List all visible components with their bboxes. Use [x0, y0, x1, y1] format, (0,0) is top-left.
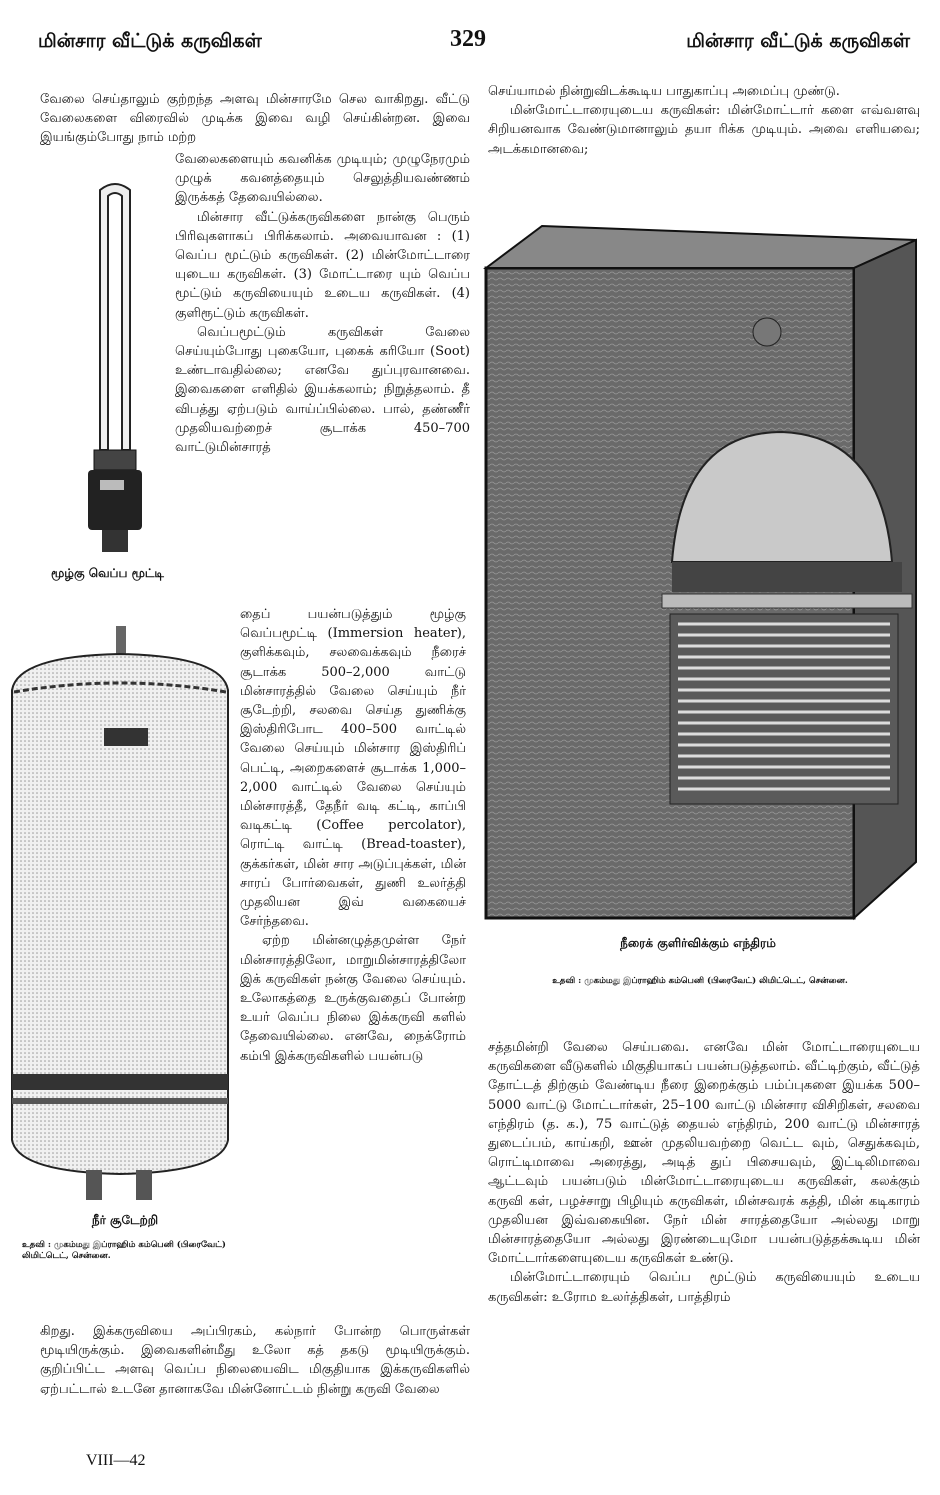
col1-p1: வேலைகளையும் கவனிக்க முடியும்; முழுநேரமும் முழுக் கவனத்தையும் செலுத்தியவண்ணம் இருக்கத் தேவையில்லை.	[175, 152, 470, 206]
water-cooler-credit: உதவி : முகம்மது இப்ராஹிம் கம்பெனி (பிரைவேட்) லிமிட்டெட், சென்னை.	[552, 976, 848, 986]
col1-intro: வேலை செய்தாலும் குற்றந்த அளவு மின்சாரமே செல வாகிறது. வீட்டு வேலைகளை விரைவில் முடிக்க இவை வழி செய்கின்றன. இவை இயங்கும்போது நாம் மற்ற	[40, 92, 470, 146]
immersion-heater-caption: மூழ்கு வெப்ப மூட்டி	[51, 566, 164, 580]
col1-p2: மின்சார வீட்டுக்கருவிகளை நான்கு பெரும் பிரிவுகளாகப் பிரிக்கலாம். அவையாவன : (1) வெப்ப மூட்டும் கருவிகள். (2) மின்மோட்டாரை யுடைய கருவிகள். (3) மோட்டாரை யும் வெப்ப மூட்டும் கருவியையும் உடைய கருவிகள். (4) குளிரூட்டும் கருவிகள்.	[175, 209, 470, 321]
col1-intro-block	[40, 90, 470, 148]
col2-top2: மின்மோட்டாரையுடைய கருவிகள்: மின்மோட்டார் களை எவ்வளவு சிறியனவாக வேண்டுமானாலும் தயா ரிக்க முடியும். அவை எளியவை; அடக்கமானவை;	[488, 103, 920, 157]
col1-narrow-block	[240, 605, 466, 1066]
water-cooler-illustration	[482, 222, 922, 922]
water-heater-caption: நீர் சூடேற்றி	[91, 1213, 159, 1227]
folio-signature: VIII—42	[86, 1452, 146, 1469]
water-heater-credit: உதவி : முகம்மது இப்ராஹிம் கம்பெனி (பிரைவேட்) லிமிட்டெட், சென்னை.	[22, 1240, 226, 1261]
running-header-left: மின்சார வீட்டுக் கருவிகள்	[38, 30, 262, 52]
col2-bottom2: மின்மோட்டாரையும் வெப்ப மூட்டும் கருவியையும் உடைய கருவிகள்: உரோம உலர்த்திகள், பாத்திரம்	[488, 1270, 920, 1305]
col2-bottom-block	[488, 1038, 920, 1307]
cooler-grille	[670, 614, 898, 804]
col1-bottom-block	[40, 1322, 470, 1399]
col1-mid-block	[175, 150, 470, 457]
col2-top1: செய்யாமல் நின்றுவிடக்கூடிய பாதுகாப்பு அமைப்பு முண்டு.	[488, 84, 840, 99]
page-number: 329	[450, 26, 486, 52]
col1-p6: கிறது. இக்கருவியை அப்பிரகம், கல்நார் போன்ற பொருள்கள் மூடியிருக்கும். இவைகளின்மீது உலோ கத் தகடு மூடியிருக்கும். குறிப்பிட்ட அளவு வெப்ப நிலையைவிட மிகுதியாக இக்கருவிகளில் ஏற்பட்டால் உடனே தானாகவே மின்னோட்டம் நின்று கருவி வேலை	[40, 1324, 470, 1397]
water-cooler-caption: நீரைக் குளிர்விக்கும் எந்திரம்	[620, 936, 776, 950]
col2-bottom1: சத்தமின்றி வேலை செய்பவை. எனவே மின் மோட்டாரையுடைய கருவிகளை வீடுகளில் மிகுதியாகப் பயன்படுத்தலாம். வீட்டிற்கும், வீட்டுத் தோட்டத் திற்கும் வேண்டிய நீரை இறைக்கும் பம்ப்புகளை இயக்க 500–5000 வாட்டு மோட்டார்கள், 25–100 வாட்டு மின்சார விசிறிகள், சலவை எந்திரம் (த. க.), 75 வாட்டுத் தையல் எந்திரம், 200 வாட்டு மின்சாரத் துடைப்பம், காய்கறி, ஊன் முதலியவற்றை வெட்ட வும், செதுக்கவும், ரொட்டிமாவை அரைத்து, அடித் துப் பிசையவும், இட்டிலிமாவை ஆட்டவும் பயன்படும் மின்மோட்டாரையுடைய கருவிகள், கலக்கும் கருவி கள், பழச்சாறு பிழியும் கருவிகள், மின்சவரக் கத்தி, மின் கடிகாரம் முதலியன இவ்வகையின. நேர் மின் சாரத்தையோ அல்லது மாறு மின்சாரத்தையோ அல்லது இரண்டையுமோ பயன்படுத்தக்கூடிய மின் மோட்டார்களையுடைய கருவிகள் உண்டு.	[488, 1040, 920, 1267]
col1-p4: தைப் பயன்படுத்தும் மூழ்கு வெப்பமூட்டி (Immersion heater), குளிக்கவும், சலவைக்கவும் நீரைச் சூடாக்க 500–2,000 வாட்டு மின்சாரத்தில் வேலை செய்யும் நீர் சூடேற்றி, சலவை செய்த துணிக்கு இஸ்திரிபோட 400–500 வாட்டில் வேலை செய்யும் மின்சார இஸ்திரிப் பெட்டி, அறைகளைச் சூடாக்க 1,000–2,000 வாட்டில் வேலை செய்யும் மின்சாரத்தீ, தேநீர் வடி கட்டி, காப்பி வடிகட்டி (Coffee percolator), ரொட்டி வாட்டி (Bread-toaster), குக்கர்கள், மின் சார அடுப்புக்கள், மின் சாரப் போர்வைகள், துணி உலர்த்தி முதலியன இவ் வகையைச் சேர்ந்தவை.	[240, 607, 466, 930]
running-header-right: மின்சார வீட்டுக் கருவிகள்	[686, 30, 910, 52]
immersion-heater-illustration	[70, 180, 160, 560]
col1-p3: வெப்பமூட்டும் கருவிகள் வேலை செய்யும்போது புகையோ, புகைக் கரியோ (Soot) உண்டாவதில்லை; எனவே துப்புரவானவை. இவைகளை எளிதில் இயக்கலாம்; நிறுத்தலாம். தீ விபத்து ஏற்படும் வாய்ப்பில்லை. பால், தண்ணீர் முதலியவற்றைச் சூடாக்க 450–700 வாட்டுமின்சாரத்	[175, 324, 470, 456]
col2-top-block	[488, 82, 920, 159]
water-heater-illustration	[8, 620, 233, 1205]
col1-p5: ஏற்ற மின்னழுத்தமுள்ள நேர் மின்சாரத்திலோ, மாறுமின்சாரத்திலோ இக் கருவிகள் நன்கு வேலை செய்யும். உலோகத்தை உருக்குவதைப் போன்ற உயர் வெப்ப நிலை இக்கருவி களில் தேவையில்லை. எனவே, நைக்ரோம் கம்பி இக்கருவிகளில் பயன்படு	[240, 933, 466, 1064]
